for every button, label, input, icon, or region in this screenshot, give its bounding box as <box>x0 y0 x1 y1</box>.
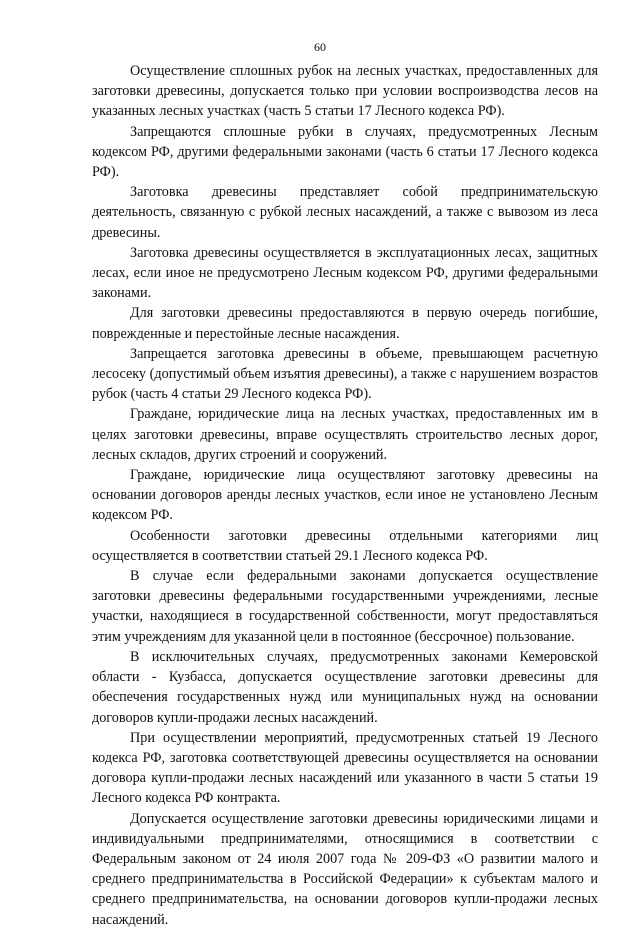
paragraph: Граждане, юридические лица осуществляют заготовку древесины на основании договоров аренды лесных участков, если иное не установлено Лесным кодексом РФ. <box>92 467 598 524</box>
paragraph: Осуществление сплошных рубок на лесных участках, предоставленных для заготовки древесины, допускается только при условии воспроизводства лесов на указанных лесных участках (часть 5 статьи 17 Лесного кодекса РФ). <box>92 63 598 120</box>
paragraph: Допускается осуществление заготовки древесины юридическими лицами и индивидуальными предпринимателями, относящимися в соответствии с Федеральным законом от 24 июля 2007 года № 209-ФЗ «О развитии малого и среднего предпринимательства в Российской Федерации» к субъектам малого и среднего предпринимательства, на основании договоров купли-продажи лесных насаждений. <box>92 810 598 928</box>
paragraph: Запрещаются сплошные рубки в случаях, предусмотренных Лесным кодексом РФ, другими федеральными законами (часть 6 статьи 17 Лесного кодекса РФ). <box>92 123 598 181</box>
page-number: 60 <box>314 40 326 54</box>
paragraph: Граждане, юридические лица на лесных участках, предоставленных им в целях заготовки древесины, вправе осуществлять строительство лесных дорог, лесных складов, других строений и сооружений. <box>92 406 598 463</box>
paragraph: Запрещается заготовка древесины в объеме, превышающем расчетную лесосеку (допустимый объем изъятия древесины), а также с нарушением возрастов рубок (часть 4 статьи 29 Лесного кодекса РФ). <box>92 345 598 403</box>
paragraph: Особенности заготовки древесины отдельными категориями лиц осуществляется в соответствии статьей 29.1 Лесного кодекса РФ. <box>92 527 598 564</box>
body-text <box>92 61 598 930</box>
paragraph: При осуществлении мероприятий, предусмотренных статьей 19 Лесного кодекса РФ, заготовка соответствующей древесины осуществляется на основании договора купли-продажи лесных насаждений или указанного в части 5 статьи 19 Лесного кодекса РФ контракта. <box>92 729 598 807</box>
paragraph: Заготовка древесины осуществляется в эксплуатационных лесах, защитных лесах, если иное не предусмотрено Лесным кодексом РФ, другими федеральными законами. <box>92 244 598 302</box>
paragraph: В исключительных случаях, предусмотренных законами Кемеровской области - Кузбасса, допускается осуществление заготовки древесины для обеспечения государственных нужд или муниципальных нужд на основании договоров купли-продажи лесных насаждений. <box>92 648 598 726</box>
paragraph: Заготовка древесины представляет собой предпринимательскую деятельность, связанную с рубкой лесных насаждений, а также с вывозом из леса древесины. <box>92 184 598 241</box>
paragraph: Для заготовки древесины предоставляются в первую очередь погибшие, поврежденные и перестойные лесные насаждения. <box>92 305 598 342</box>
paragraph: В случае если федеральными законами допускается осуществление заготовки древесины федеральными государственными учреждениями, лесные участки, находящиеся в государственной собственности, могут предоставляться этим учреждениям для указанной цели в постоянное (бессрочное) пользование. <box>92 568 598 645</box>
